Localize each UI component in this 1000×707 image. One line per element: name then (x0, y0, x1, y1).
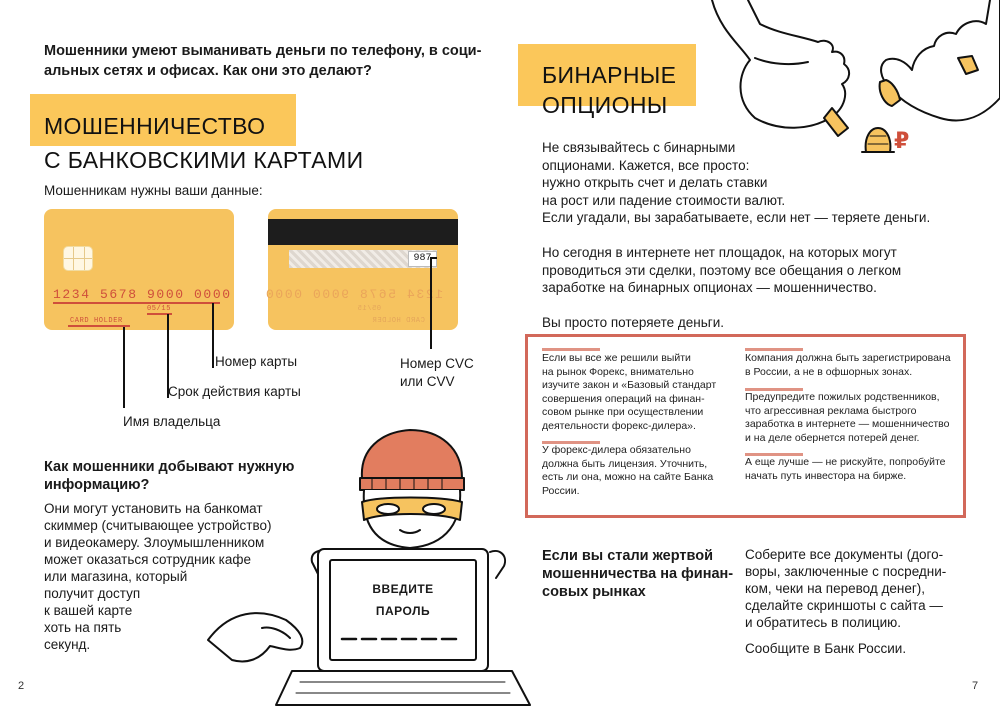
how-line: может оказаться сотрудник кафе (44, 552, 251, 567)
victim-title-line: совых рынках (542, 584, 646, 600)
cvc-box: 987 (408, 251, 437, 267)
box-line: У форекс-дилера обязательно (542, 444, 691, 456)
label-holder-name: Имя владельца (123, 414, 221, 429)
victim-title (542, 547, 733, 601)
screen-line-2: ПАРОЛЬ (375, 604, 431, 618)
box-line: должна быть лицензия. Уточнить, (542, 457, 708, 470)
victim-instructions (745, 546, 946, 631)
label-card-number: Номер карты (215, 354, 298, 369)
intro-line-2: альных сетях и офисах. Как они это делают? (44, 63, 372, 79)
highlight-mark (745, 348, 803, 351)
victim-line: воры, заключенные с посредни- (745, 564, 947, 579)
binary-line: Не связывайтесь с бинарными (542, 140, 736, 155)
binary-line (542, 227, 930, 245)
binary-line: проводиться эти сделки, поэтому все обещания о легком (542, 262, 902, 278)
how-line: получит доступ (44, 586, 141, 601)
ruble-icon: ₽ (894, 128, 910, 153)
how-line: секунд. (44, 637, 91, 652)
how-line: Они могут установить на банкомат (44, 501, 263, 516)
box-line: есть ли она, можно на сайте Банка (542, 471, 714, 483)
box-line: на рынок Форекс, внимательно (542, 365, 694, 378)
victim-line: Соберите все документы (дого- (745, 547, 944, 562)
victim-line: сделайте скриншоты с сайта — (745, 598, 943, 613)
box-line: совом рынке при осуществлении (542, 406, 704, 418)
intro-line-1: Мошенники умеют выманивать деньги по телефону, в соци- (44, 43, 482, 59)
box-line: в России, а не в офшорных зонах. (745, 365, 913, 378)
section-title-line-1: МОШЕННИЧЕСТВО (44, 113, 266, 139)
box-line: начать путь инвестора на бирже. (745, 469, 907, 482)
binary-line: Вы просто потеряете деньги. (542, 315, 724, 330)
box-col2-paragraph-1 (745, 352, 951, 379)
how-line: или магазина, который (44, 569, 188, 584)
screen-line-1: ВВЕДИТЕ (372, 582, 434, 596)
box-line: изучите закон и «Базовый стандарт (542, 379, 717, 391)
box-col1-paragraph-2 (542, 444, 713, 498)
label-cvc: Номер CVC или CVV (400, 356, 474, 389)
victim-title-line: мошенничества на финан- (542, 566, 734, 582)
box-line: Если вы все же решили выйти (542, 352, 691, 364)
how-line: скиммер (считывающее устройство) (44, 518, 272, 533)
binary-line: Если угадали, вы зарабатываете, если нет — теряете деньги. (542, 210, 931, 225)
how-line: и видеокамеру. Злоумышленником (44, 535, 265, 550)
section-title-2-line-2: ОПЦИОНЫ (542, 92, 668, 118)
how-title: Как мошенники добывают нужную информацию? (44, 459, 295, 493)
binary-line: Но сегодня в интернете нет площадок, на которых могут (542, 245, 897, 260)
binary-line: на рост или падение стоимости валют. (542, 192, 786, 208)
card-back-holder-text: CARD HOLDER (372, 317, 425, 325)
victim-title-line: Если вы стали жертвой (542, 548, 714, 564)
how-line: к вашей карте (44, 603, 133, 618)
report-to-bank-text: Сообщите в Банк России. (745, 641, 907, 656)
binary-line: опционами. Кажется, все просто: (542, 157, 750, 173)
box-col2-paragraph-2 (745, 391, 949, 445)
binary-options-text (542, 139, 930, 332)
need-data-text: Мошенникам нужны ваши данные: (44, 183, 263, 198)
box-line: России. (542, 484, 580, 497)
binary-line: нужно открыть счет и делать ставки (542, 175, 768, 190)
label-expiry: Срок действия карты (168, 384, 301, 399)
box-line: совершения операций на финан- (542, 392, 705, 405)
card-number: 1234 5678 9000 0000 (53, 287, 232, 302)
victim-line: ком, чеки на перевод денег), (745, 581, 926, 596)
box-line: А еще лучше — не рискуйте, попробуйте (745, 456, 946, 468)
card-expiry: 05/15 (147, 305, 172, 313)
page-number-left: 2 (18, 680, 25, 692)
highlight-mark (542, 348, 600, 351)
card-holder: CARD HOLDER (70, 317, 123, 325)
binary-line: заработке на бинарных опционах — мошенничество. (542, 280, 877, 295)
box-col1-paragraph-1 (542, 352, 716, 433)
how-line: хоть на пять (44, 620, 122, 635)
card-back-expiry-text: 05/15 (357, 305, 382, 313)
box-line: что агрессивная реклама быстрого (745, 404, 917, 417)
box-col2-paragraph-3 (745, 456, 946, 483)
box-line: Предупредите пожилых родственников, (745, 391, 940, 403)
victim-line: и обратитесь в полицию. (745, 615, 902, 630)
box-line: заработка в интернете — мошенничество (745, 418, 950, 430)
box-line: деятельности форекс-дилера». (542, 419, 696, 432)
box-line: и на деле обернется потерей денег. (745, 431, 920, 444)
section-title-line-2: С БАНКОВСКИМИ КАРТАМИ (44, 147, 364, 173)
section-title-2-line-1: БИНАРНЫЕ (542, 62, 677, 88)
binary-line (542, 297, 930, 315)
box-line: Компания должна быть зарегистрирована (745, 352, 951, 364)
page-number-right: 7 (972, 680, 979, 692)
card-back-number-text: 1234 5678 9000 0000 (264, 287, 443, 302)
